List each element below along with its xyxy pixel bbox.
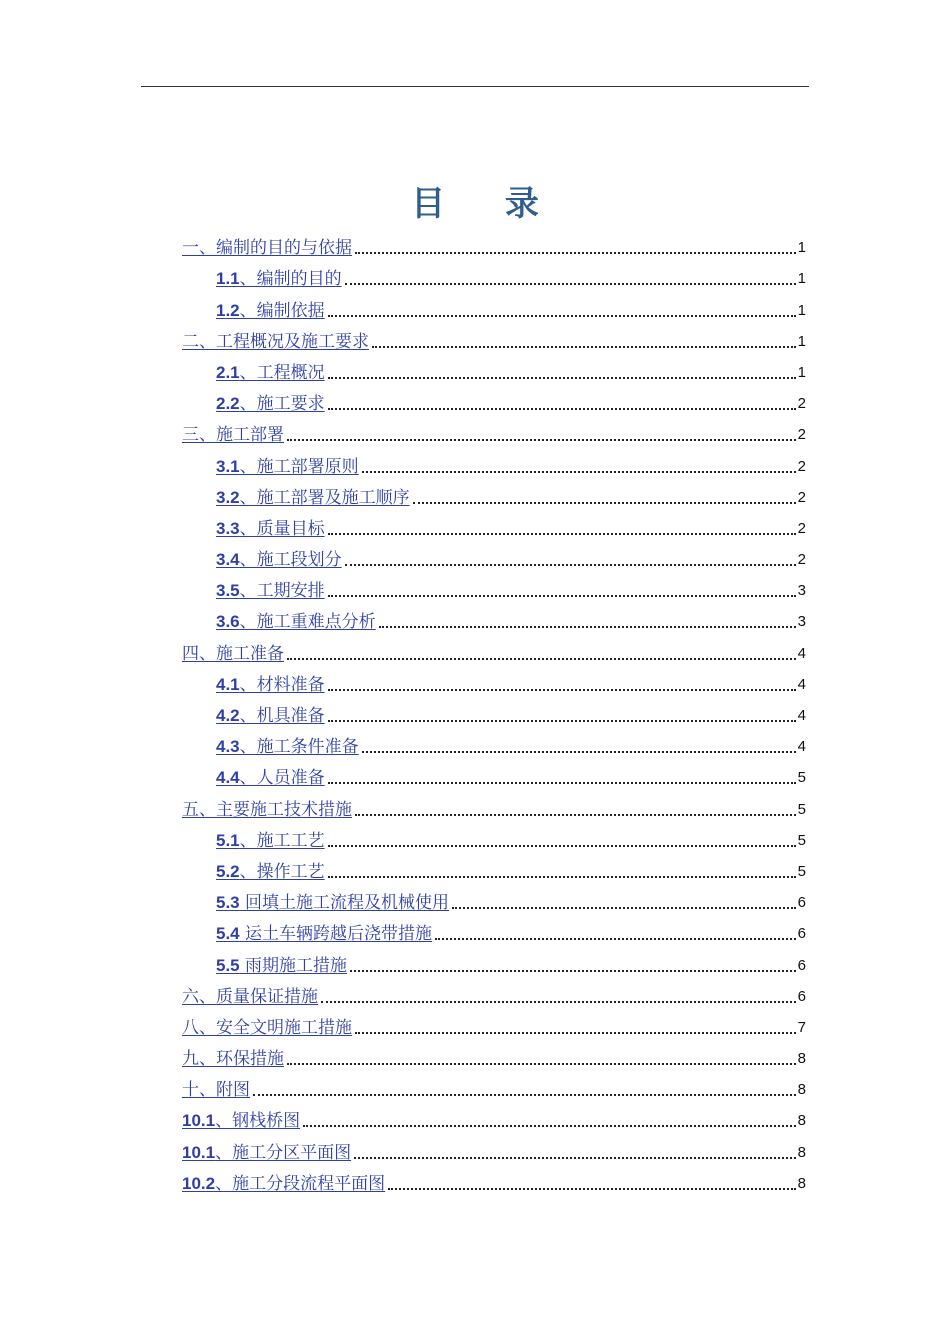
toc-entry	[182, 914, 806, 945]
toc-page-number: 1	[797, 239, 806, 257]
toc-entry-link[interactable]	[216, 393, 325, 415]
dot-leader	[328, 315, 796, 317]
toc-entry	[182, 509, 806, 540]
toc-entry-text: 、施工分区平面图	[215, 1142, 352, 1163]
dot-leader	[452, 907, 796, 909]
toc-entry-text: 六、质量保证措施	[182, 986, 318, 1007]
toc-entry-link[interactable]	[216, 518, 325, 540]
toc-entry-link[interactable]	[216, 861, 325, 883]
dot-leader	[372, 346, 796, 348]
toc-entry-text: 、施工工艺	[239, 830, 325, 851]
dot-leader	[287, 1063, 796, 1065]
toc-entry-link[interactable]	[182, 1110, 300, 1132]
toc-entry-text: 回填土施工流程及机械使用	[239, 893, 450, 914]
toc-page-number: 1	[797, 363, 806, 381]
toc-entry-number: 1.1	[216, 269, 240, 289]
dot-leader	[303, 1125, 796, 1127]
toc-page-number: 1	[797, 332, 806, 350]
toc-entry-link[interactable]	[182, 1173, 385, 1195]
toc-entry-link[interactable]	[216, 955, 347, 977]
toc-entry-number: 1.2	[216, 300, 240, 320]
toc-page-number: 8	[797, 1050, 806, 1068]
header-rule	[141, 86, 809, 87]
toc-entry-link[interactable]	[216, 736, 359, 758]
toc-page-number: 5	[797, 800, 806, 818]
dot-leader	[321, 1001, 796, 1003]
toc-page-number: 2	[797, 519, 806, 537]
toc-entry-text: 八、安全文明施工措施	[182, 1017, 352, 1038]
toc-entry-number: 4.1	[216, 674, 240, 694]
toc-entry-number: 2.1	[216, 362, 240, 382]
toc-entry-text: 四、施工准备	[182, 643, 284, 664]
toc-entry-text: 运土车辆跨越后浇带措施	[239, 924, 433, 945]
toc-entry-text: 、施工要求	[239, 394, 325, 415]
toc-page-number: 4	[797, 675, 806, 693]
toc-entry-link[interactable]	[182, 643, 284, 665]
toc-entry-text: 三、施工部署	[182, 425, 284, 446]
toc-entry	[182, 384, 806, 415]
toc-page-number: 4	[797, 707, 806, 724]
toc-entry-link[interactable]	[182, 237, 352, 259]
toc-page-number: 6	[797, 925, 806, 943]
toc-entry	[182, 977, 806, 1008]
toc-entry	[182, 571, 806, 602]
toc-entry-number: 10.2	[182, 1173, 216, 1193]
page-title: 目 录	[411, 184, 563, 224]
dot-leader	[328, 845, 796, 847]
toc-entry	[182, 852, 806, 883]
toc-entry-link[interactable]	[182, 986, 318, 1008]
toc-entry-link[interactable]	[182, 331, 369, 353]
toc-entry-text: 二、工程概况及施工要求	[182, 331, 369, 352]
toc-entry-link[interactable]	[216, 611, 376, 633]
toc-entry	[182, 727, 806, 758]
toc-entry-number: 5.2	[216, 861, 240, 881]
toc-entry-text: 、工程概况	[239, 362, 325, 383]
dot-leader	[328, 720, 796, 722]
toc-entry-link[interactable]	[216, 674, 325, 696]
dot-leader	[354, 1157, 796, 1159]
toc-entry-link[interactable]	[182, 1017, 352, 1039]
toc-entry	[182, 665, 806, 696]
toc-page-number: 8	[797, 1143, 806, 1161]
dot-leader	[328, 876, 796, 878]
toc-entry-text: 、编制依据	[239, 300, 325, 321]
toc-entry-text: 五、主要施工技术措施	[182, 799, 352, 820]
toc-entry	[182, 945, 806, 976]
toc-entry-number: 5.1	[216, 830, 240, 850]
toc-entry	[182, 1070, 806, 1101]
toc-entry	[182, 883, 806, 914]
toc-entry-number: 10.1	[182, 1111, 216, 1131]
toc-page-number: 2	[797, 457, 806, 475]
dot-leader	[345, 564, 796, 566]
toc-entry	[182, 322, 806, 353]
toc-entry-number: 2.2	[216, 394, 240, 414]
toc-entry-link[interactable]	[216, 362, 325, 384]
toc-entry	[182, 540, 806, 571]
dot-leader	[287, 658, 796, 660]
toc-entry-text: 、编制的目的	[239, 269, 342, 290]
toc-entry-number: 3.5	[216, 581, 240, 601]
toc-entry-number: 3.2	[216, 487, 240, 507]
toc-entry-text: 、机具准备	[239, 706, 325, 726]
toc-entry-link[interactable]	[182, 1142, 351, 1164]
toc-page-number: 4	[797, 738, 806, 756]
toc-entry-link[interactable]	[216, 456, 359, 478]
toc-entry-text: 、钢栈桥图	[215, 1111, 301, 1132]
toc-entry-link[interactable]	[216, 487, 410, 509]
toc-page-number: 8	[797, 1112, 806, 1130]
toc-entry-text: 、材料准备	[239, 674, 325, 695]
toc-entry-number: 3.6	[216, 612, 240, 632]
toc-entry	[182, 259, 806, 290]
toc-entry	[182, 353, 806, 384]
dot-leader	[328, 377, 796, 379]
toc-entry	[182, 1132, 806, 1163]
dot-leader	[253, 1094, 796, 1096]
dot-leader	[328, 408, 796, 410]
toc-entry-text: 雨期施工措施	[239, 955, 348, 976]
toc-entry-link[interactable]	[216, 892, 449, 914]
toc-entry-link[interactable]	[216, 580, 325, 602]
toc-entry-link[interactable]	[182, 1048, 284, 1070]
toc-entry-number: 5.5	[216, 955, 240, 975]
toc-entry-text: 九、环保措施	[182, 1049, 284, 1070]
toc-entry-text: 、施工部署原则	[239, 456, 359, 477]
toc-page-number: 2	[797, 488, 806, 506]
toc-entry-number: 5.4	[216, 924, 240, 944]
toc-entry-text: 、工期安排	[239, 581, 325, 602]
dot-leader	[350, 970, 796, 972]
toc-entry-number: 4.4	[216, 768, 240, 788]
toc-entry	[182, 478, 806, 509]
toc-entry	[182, 1101, 806, 1132]
toc-page-number: 1	[797, 270, 806, 288]
toc-entry-link[interactable]	[216, 549, 342, 571]
toc-entry-number: 5.3	[216, 893, 240, 913]
toc-page-number: 8	[797, 1174, 806, 1192]
toc-entry-text: 、施工部署及施工顺序	[239, 487, 410, 508]
toc-page-number: 1	[797, 301, 806, 319]
dot-leader	[413, 502, 796, 504]
dot-leader	[388, 1188, 796, 1190]
dot-leader	[355, 252, 796, 254]
toc-page-number: 5	[797, 862, 806, 880]
toc-page-number: 6	[797, 987, 806, 1005]
toc-entry-text: 、施工分段流程平面图	[215, 1173, 386, 1194]
toc-entry-link[interactable]	[182, 799, 352, 821]
toc-entry	[182, 696, 806, 727]
toc-entry-link[interactable]	[216, 830, 325, 852]
toc-entry	[182, 446, 806, 477]
dot-leader	[362, 751, 796, 753]
toc-entry-link[interactable]	[216, 300, 325, 322]
toc-entry-text: 、施工条件准备	[239, 737, 359, 758]
dot-leader	[345, 283, 796, 285]
toc-entry-text: 一、编制的目的与依据	[182, 238, 352, 259]
toc-page-number: 2	[797, 551, 806, 569]
toc-entry	[182, 758, 806, 789]
toc-entry-number: 3.3	[216, 518, 240, 538]
toc-entry-text: 、操作工艺	[239, 861, 325, 882]
toc-entry-link[interactable]	[182, 1079, 250, 1101]
toc-entry-text: 十、附图	[182, 1080, 250, 1101]
toc-entry-link[interactable]	[216, 268, 342, 290]
toc-page-number: 5	[797, 769, 806, 787]
toc-entry	[182, 290, 806, 321]
toc-entry-link[interactable]	[216, 923, 432, 945]
toc-entry-link[interactable]	[216, 767, 325, 789]
toc-entry-link[interactable]	[216, 705, 325, 727]
toc-entry	[182, 415, 806, 446]
toc-entry-number: 3.1	[216, 456, 240, 476]
toc-page-number: 2	[797, 395, 806, 413]
dot-leader	[355, 814, 796, 816]
toc-page-number: 6	[797, 894, 806, 912]
toc-page-number: 2	[797, 426, 806, 444]
dot-leader	[379, 626, 796, 628]
dot-leader	[435, 938, 796, 940]
toc-entry-number: 10.1	[182, 1142, 216, 1162]
toc-entry	[182, 633, 806, 664]
toc-entry-text: 、人员准备	[239, 768, 325, 789]
toc-entry-text: 、质量目标	[239, 518, 325, 539]
dot-leader	[328, 689, 796, 691]
toc-page-number: 3	[797, 613, 806, 631]
toc-entry-text: 、施工重难点分析	[239, 612, 376, 633]
dot-leader	[362, 471, 796, 473]
toc-page-number: 7	[797, 1018, 806, 1036]
toc-entry	[182, 602, 806, 633]
dot-leader	[355, 1032, 796, 1034]
toc-entry	[182, 1164, 806, 1195]
toc-entry-number: 4.2	[216, 706, 240, 725]
dot-leader	[328, 533, 796, 535]
toc-entry-number: 3.4	[216, 550, 240, 570]
toc-entry-text: 、施工段划分	[239, 550, 342, 571]
toc-entry	[182, 1039, 806, 1070]
toc-entry-link[interactable]	[182, 424, 284, 446]
toc-page-number: 8	[797, 1081, 806, 1099]
toc-page-number: 3	[797, 582, 806, 600]
toc-entry-number: 4.3	[216, 737, 240, 757]
toc-entry	[182, 228, 806, 259]
toc-page-number: 4	[797, 644, 806, 662]
table-of-contents	[182, 228, 806, 1195]
dot-leader	[328, 595, 796, 597]
toc-page-number: 6	[797, 956, 806, 974]
toc-entry	[182, 821, 806, 852]
dot-leader	[287, 439, 796, 441]
toc-entry	[182, 1008, 806, 1039]
toc-page-number: 5	[797, 831, 806, 849]
toc-entry	[182, 789, 806, 820]
dot-leader	[328, 782, 796, 784]
